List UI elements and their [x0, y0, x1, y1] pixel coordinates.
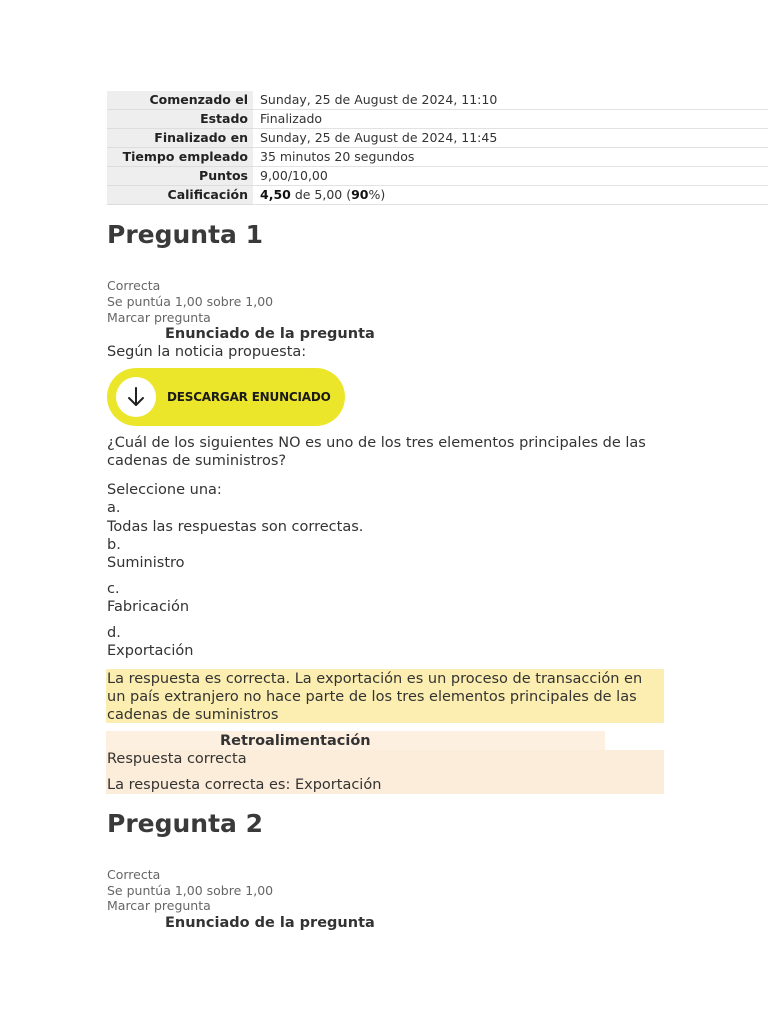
summary-row-state — [107, 110, 768, 129]
summary-row-points — [107, 167, 768, 186]
question-1-text-line-2: cadenas de suministros? — [107, 453, 287, 469]
question-2-title: Pregunta 2 — [107, 809, 264, 838]
outcome-line: La respuesta es correcta. La exportación es un proceso de transacción en — [107, 671, 643, 687]
quiz-summary-table — [107, 91, 768, 205]
select-prompt: Seleccione una: — [107, 482, 222, 498]
option-a-text[interactable]: Todas las respuestas son correctas. — [107, 519, 364, 535]
correct-answer-text: La respuesta correcta es: Exportación — [107, 777, 382, 793]
feedback-header — [106, 731, 605, 750]
summary-row-finished — [107, 129, 768, 148]
summary-row-started — [107, 91, 768, 110]
outcome-line: un país extranjero no hace parte de los tres elementos principales de las — [107, 689, 637, 705]
grade-percent: 90 — [351, 187, 369, 202]
question-1-text-line-1: ¿Cuál de los siguientes NO es uno de los tres elementos principales de las — [107, 435, 646, 451]
outcome-line: cadenas de suministros — [107, 707, 279, 723]
question-1-grade: Se puntúa 1,00 sobre 1,00 — [107, 294, 274, 309]
arrow-down-icon — [126, 386, 146, 408]
question-2-heading: Enunciado de la pregunta — [165, 915, 375, 931]
summary-label: Calificación — [107, 186, 253, 205]
question-2-flag-link[interactable]: Marcar pregunta — [107, 898, 211, 913]
question-1-heading: Enunciado de la pregunta — [165, 326, 375, 342]
option-d-letter[interactable]: d. — [107, 625, 121, 641]
summary-label: Puntos — [107, 167, 253, 186]
summary-value: Sunday, 25 de August de 2024, 11:10 — [253, 91, 768, 110]
summary-label: Finalizado en — [107, 129, 253, 148]
question-2-state: Correcta — [107, 867, 161, 882]
question-2-grade: Se puntúa 1,00 sobre 1,00 — [107, 883, 274, 898]
summary-value: 9,00/10,00 — [253, 167, 768, 186]
summary-value — [253, 186, 768, 205]
download-statement-label: DESCARGAR ENUNCIADO — [167, 390, 331, 404]
question-1-title: Pregunta 1 — [107, 220, 264, 249]
grade-value: 4,50 — [260, 187, 291, 202]
download-statement-button[interactable] — [107, 368, 345, 426]
summary-row-time — [107, 148, 768, 167]
question-1-flag-link[interactable]: Marcar pregunta — [107, 310, 211, 325]
option-a-letter[interactable]: a. — [107, 500, 121, 516]
download-icon-circle — [116, 377, 156, 417]
summary-label: Tiempo empleado — [107, 148, 253, 167]
summary-value: Finalizado — [253, 110, 768, 129]
summary-label: Comenzado el — [107, 91, 253, 110]
feedback-box — [106, 750, 664, 794]
summary-label: Estado — [107, 110, 253, 129]
summary-value: 35 minutos 20 segundos — [253, 148, 768, 167]
question-1-intro: Según la noticia propuesta: — [107, 344, 307, 360]
summary-value: Sunday, 25 de August de 2024, 11:45 — [253, 129, 768, 148]
grade-end: %) — [368, 187, 386, 202]
option-b-text[interactable]: Suministro — [107, 555, 185, 571]
feedback-heading: Retroalimentación — [220, 733, 371, 749]
correct-outcome-box — [106, 669, 664, 723]
option-d-text[interactable]: Exportación — [107, 643, 194, 659]
option-c-letter[interactable]: c. — [107, 581, 120, 597]
option-b-letter[interactable]: b. — [107, 537, 121, 553]
summary-row-grade — [107, 186, 768, 205]
option-c-text[interactable]: Fabricación — [107, 599, 190, 615]
feedback-text: Respuesta correcta — [107, 751, 247, 767]
question-1-state: Correcta — [107, 278, 161, 293]
grade-middle: de 5,00 ( — [290, 187, 352, 202]
